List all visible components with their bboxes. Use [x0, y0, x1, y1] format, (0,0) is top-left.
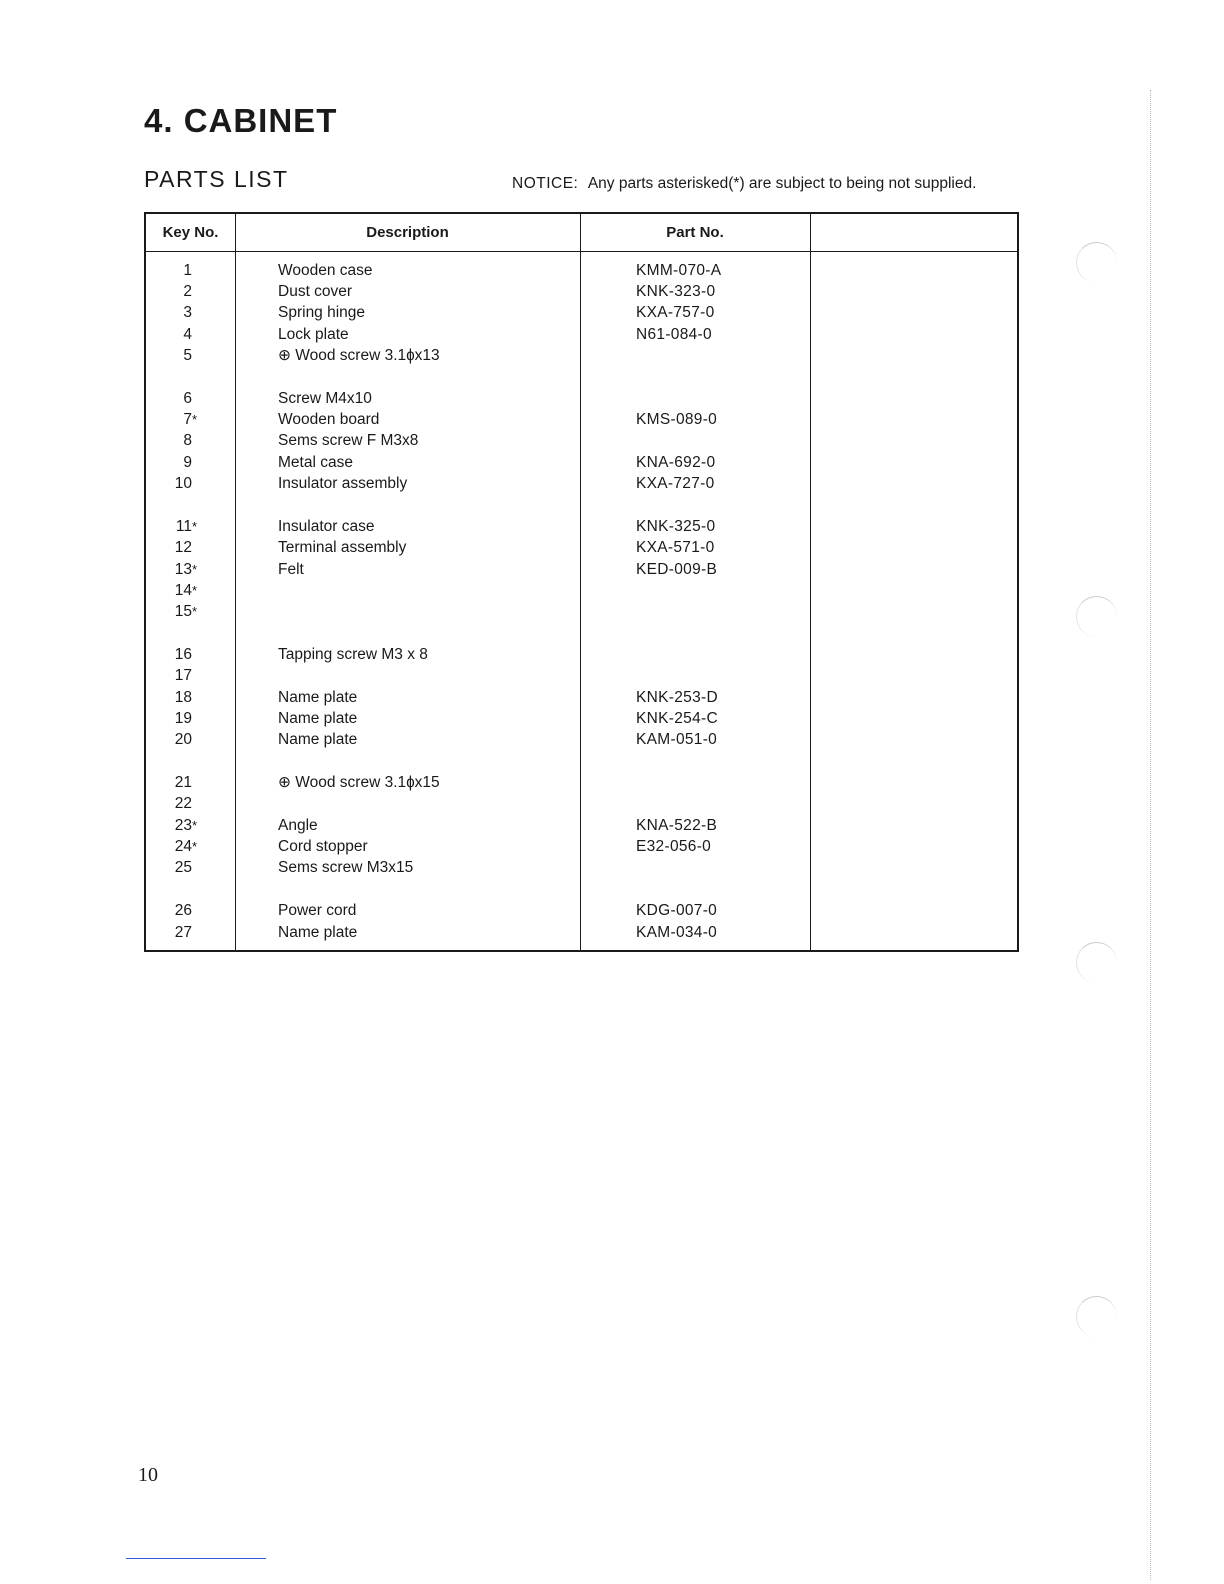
cell-key-no — [146, 260, 222, 281]
cell-key-no — [146, 772, 222, 793]
cell-key-no — [146, 409, 222, 430]
table-row — [146, 815, 1017, 836]
binder-edge — [1150, 90, 1151, 1580]
cell-description: Sems screw F M3x8 — [278, 432, 419, 449]
cell-part-no: KAM-034-0 — [636, 924, 718, 941]
asterisk-mark: * — [192, 412, 198, 427]
table-row — [146, 708, 1017, 729]
cell-key-no — [146, 281, 222, 302]
table-row — [146, 388, 1017, 409]
table-row — [146, 836, 1017, 857]
key-number: 4 — [183, 326, 192, 343]
cell-key-no — [146, 559, 222, 580]
asterisk-mark: * — [192, 818, 198, 833]
key-number: 19 — [174, 710, 192, 727]
table-row — [146, 922, 1017, 943]
table-row — [146, 665, 1017, 686]
cell-part-no: KNK-254-C — [636, 710, 718, 727]
cell-key-no — [146, 430, 222, 451]
header-part-no: Part No. — [666, 224, 724, 241]
table-row — [146, 302, 1017, 323]
cell-description: ⊕ Wood screw 3.1ɸx15 — [278, 774, 440, 791]
cell-description: Name plate — [278, 710, 358, 727]
table-row — [146, 260, 1017, 281]
cell-key-no — [146, 537, 222, 558]
key-number: 9 — [183, 454, 192, 471]
key-number: 8 — [183, 432, 192, 449]
binder-hole — [1076, 942, 1117, 983]
cell-description: Felt — [278, 561, 304, 578]
page-number: 10 — [138, 1464, 158, 1486]
cell-key-no — [146, 302, 222, 323]
cell-key-no — [146, 687, 222, 708]
table-row — [146, 473, 1017, 494]
table-row — [146, 793, 1017, 814]
cell-description: Insulator case — [278, 518, 375, 535]
table-row — [146, 409, 1017, 430]
key-number: 15 — [174, 603, 192, 620]
cell-key-no — [146, 580, 222, 601]
parts-table — [144, 212, 1019, 952]
key-number: 7 — [183, 411, 192, 428]
cell-key-no — [146, 857, 222, 878]
cell-description: Name plate — [278, 924, 358, 941]
table-row — [146, 281, 1017, 302]
cell-description: Spring hinge — [278, 304, 366, 321]
key-number: 25 — [174, 859, 192, 876]
key-number: 5 — [183, 347, 192, 364]
table-row — [146, 687, 1017, 708]
table-row — [146, 430, 1017, 451]
notice-label: NOTICE: — [512, 175, 579, 192]
cell-key-no — [146, 836, 222, 857]
table-header — [146, 214, 1017, 252]
cell-key-no — [146, 388, 222, 409]
key-number: 23 — [174, 817, 192, 834]
table-row — [146, 559, 1017, 580]
cell-part-no: KNA-692-0 — [636, 454, 716, 471]
cell-part-no: KXA-757-0 — [636, 304, 715, 321]
cell-key-no — [146, 601, 222, 622]
cell-key-no — [146, 324, 222, 345]
cell-part-no: KXA-727-0 — [636, 475, 715, 492]
cell-key-no — [146, 708, 222, 729]
table-row — [146, 516, 1017, 537]
cell-description: Terminal assembly — [278, 539, 407, 556]
key-number: 10 — [174, 475, 192, 492]
cell-key-no — [146, 452, 222, 473]
cell-description: ⊕ Wood screw 3.1ɸx13 — [278, 347, 440, 364]
cell-key-no — [146, 793, 222, 814]
key-number: 6 — [183, 390, 192, 407]
key-number: 12 — [174, 539, 192, 556]
cell-part-no: KNK-325-0 — [636, 518, 716, 535]
key-number: 17 — [174, 667, 192, 684]
cell-description: Metal case — [278, 454, 353, 471]
cell-part-no: KNK-323-0 — [636, 283, 716, 300]
asterisk-mark: * — [192, 583, 198, 598]
cell-key-no — [146, 516, 222, 537]
table-row — [146, 537, 1017, 558]
cell-description: Insulator assembly — [278, 475, 408, 492]
binder-hole — [1076, 1296, 1117, 1337]
cell-description: Cord stopper — [278, 838, 368, 855]
key-number: 1 — [183, 262, 192, 279]
cell-description: Name plate — [278, 689, 358, 706]
cell-description: Dust cover — [278, 283, 353, 300]
key-number: 3 — [183, 304, 192, 321]
cell-part-no: KAM-051-0 — [636, 731, 718, 748]
cell-description: Screw M4x10 — [278, 390, 372, 407]
cell-key-no — [146, 900, 222, 921]
cell-part-no: KXA-571-0 — [636, 539, 715, 556]
table-row — [146, 324, 1017, 345]
cell-key-no — [146, 473, 222, 494]
key-number: 18 — [174, 689, 192, 706]
key-number: 2 — [183, 283, 192, 300]
cell-key-no — [146, 665, 222, 686]
key-number: 24 — [174, 838, 192, 855]
key-number: 14 — [174, 582, 192, 599]
table-row — [146, 857, 1017, 878]
notice — [512, 175, 976, 193]
table-row — [146, 345, 1017, 366]
asterisk-mark: * — [192, 562, 198, 577]
cell-description: Angle — [278, 817, 318, 834]
section-title: PARTS LIST — [144, 166, 289, 192]
cell-description: Lock plate — [278, 326, 349, 343]
notice-text: Any parts asterisked(*) are subject to being not supplied. — [587, 175, 977, 192]
cell-key-no — [146, 922, 222, 943]
cell-key-no — [146, 729, 222, 750]
key-number: 13 — [174, 561, 192, 578]
cell-part-no: KNA-522-B — [636, 817, 718, 834]
cell-part-no: KMM-070-A — [636, 262, 722, 279]
key-number: 21 — [174, 774, 192, 791]
cell-description: Wooden board — [278, 411, 380, 428]
cell-part-no: KNK-253-D — [636, 689, 718, 706]
key-number: 20 — [174, 731, 192, 748]
table-row — [146, 772, 1017, 793]
cell-key-no — [146, 815, 222, 836]
table-row — [146, 644, 1017, 665]
cell-description: Wooden case — [278, 262, 373, 279]
footer-rule — [126, 1558, 266, 1559]
cell-part-no: N61-084-0 — [636, 326, 712, 343]
page-title: 4. CABINET — [144, 102, 338, 139]
header-key-no: Key No. — [162, 224, 219, 241]
key-number: 26 — [174, 902, 192, 919]
key-number: 22 — [174, 795, 192, 812]
cell-part-no: KDG-007-0 — [636, 902, 718, 919]
asterisk-mark: * — [192, 519, 198, 534]
table-row — [146, 601, 1017, 622]
binder-hole — [1076, 242, 1117, 283]
cell-key-no — [146, 345, 222, 366]
cell-description: Tapping screw M3 x 8 — [278, 646, 428, 663]
key-number: 16 — [174, 646, 192, 663]
cell-key-no — [146, 644, 222, 665]
table-row — [146, 900, 1017, 921]
key-number: 27 — [174, 924, 192, 941]
cell-description: Power cord — [278, 902, 357, 919]
key-number: 11 — [175, 518, 192, 535]
asterisk-mark: * — [192, 604, 198, 619]
table-row — [146, 452, 1017, 473]
table-row — [146, 580, 1017, 601]
binder-hole — [1076, 596, 1117, 637]
header-description: Description — [366, 224, 449, 241]
asterisk-mark: * — [192, 839, 198, 854]
table-row — [146, 729, 1017, 750]
cell-part-no: KMS-089-0 — [636, 411, 718, 428]
header-blank — [810, 214, 1017, 251]
cell-description: Name plate — [278, 731, 358, 748]
cell-description: Sems screw M3x15 — [278, 859, 414, 876]
cell-part-no: KED-009-B — [636, 561, 718, 578]
cell-part-no: E32-056-0 — [636, 838, 712, 855]
